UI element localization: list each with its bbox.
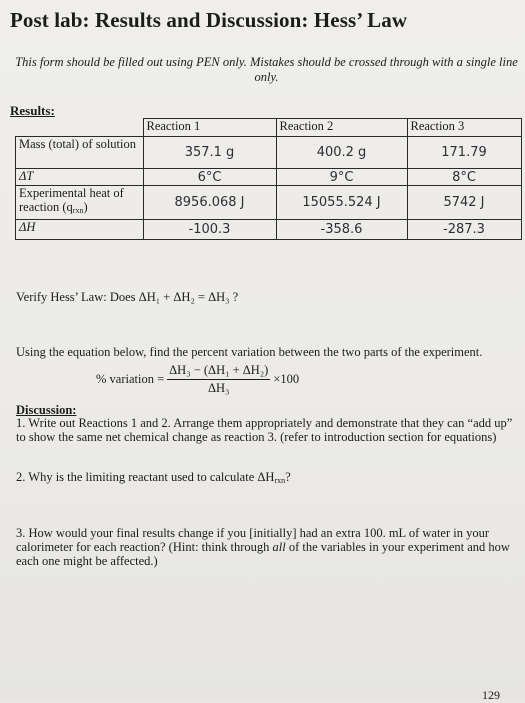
row-label-mass: Mass (total) of solution: [16, 137, 144, 169]
formula-numerator: ΔH₃ − (ΔH₁ + ΔH₂): [167, 363, 270, 380]
formula-fraction: [167, 363, 270, 396]
table-row: [16, 186, 522, 220]
discussion-question-2: 2. Why is the limiting reactant used to calculate $\Delta H_{rxn}$?: [16, 470, 291, 485]
formula-rhs: ×100: [273, 372, 300, 386]
cell-delta-t-reaction-2: 9°C: [276, 169, 407, 186]
results-table: [15, 118, 522, 240]
column-header-reaction-2: Reaction 2: [276, 119, 407, 137]
row-label-delta-t: ΔT: [16, 169, 144, 186]
page-title: Post lab: Results and Discussion: Hess’ Law: [10, 8, 408, 32]
cell-mass-reaction-3: 171.79: [407, 137, 521, 169]
results-heading: Results:: [10, 103, 55, 118]
cell-mass-reaction-1: 357.1 g: [143, 137, 276, 169]
cell-heat-reaction-2: 15055.524 J: [276, 186, 407, 220]
page-number: 129: [482, 688, 500, 702]
discussion-question-3: 3. How would your final results change if you [initially] had an extra 100. mL of water in your calorimeter for each reaction? (Hint: think through all of the variables in your experiment and how each one might be affected.): [16, 526, 510, 568]
percent-variation-formula: [96, 363, 299, 396]
cell-mass-reaction-2: 400.2 g: [276, 137, 407, 169]
verify-hess-law-question: Verify Hess’ Law: Does ΔH₁ + ΔH₂ = ΔH₃ ?: [16, 290, 239, 304]
formula-denominator: ΔH₃: [208, 381, 230, 395]
table-row: [16, 220, 522, 240]
table-row: [16, 169, 522, 186]
table-corner-cell: [16, 119, 144, 137]
row-label-heat: Experimental heat of reaction $(q_{rxn})$: [16, 186, 144, 220]
percent-variation-instruction: Using the equation below, find the percent variation between the two parts of the experiment.: [16, 345, 483, 359]
column-header-reaction-3: Reaction 3: [407, 119, 521, 137]
cell-delta-t-reaction-1: 6°C: [143, 169, 276, 186]
cell-delta-h-reaction-2: -358.6: [276, 220, 407, 240]
table-row: [16, 137, 522, 169]
table-header-row: [16, 119, 522, 137]
column-header-reaction-1: Reaction 1: [143, 119, 276, 137]
cell-delta-h-reaction-1: -100.3: [143, 220, 276, 240]
cell-delta-h-reaction-3: -287.3: [407, 220, 521, 240]
row-label-delta-h: ΔH: [16, 220, 144, 240]
cell-heat-reaction-1: 8956.068 J: [143, 186, 276, 220]
discussion-heading: Discussion:: [16, 403, 77, 417]
cell-heat-reaction-3: 5742 J: [407, 186, 521, 220]
discussion-question-1: 1. Write out Reactions 1 and 2. Arrange them appropriately and demonstrate that they can “add up” to show the same net chemical change as reaction 3. (refer to introduction section for equations): [16, 416, 513, 444]
formula-lhs: % variation =: [96, 372, 165, 386]
cell-delta-t-reaction-3: 8°C: [407, 169, 521, 186]
instructions-subtitle: This form should be filled out using PEN only. Mistakes should be crossed through with a single line only.: [15, 55, 518, 84]
